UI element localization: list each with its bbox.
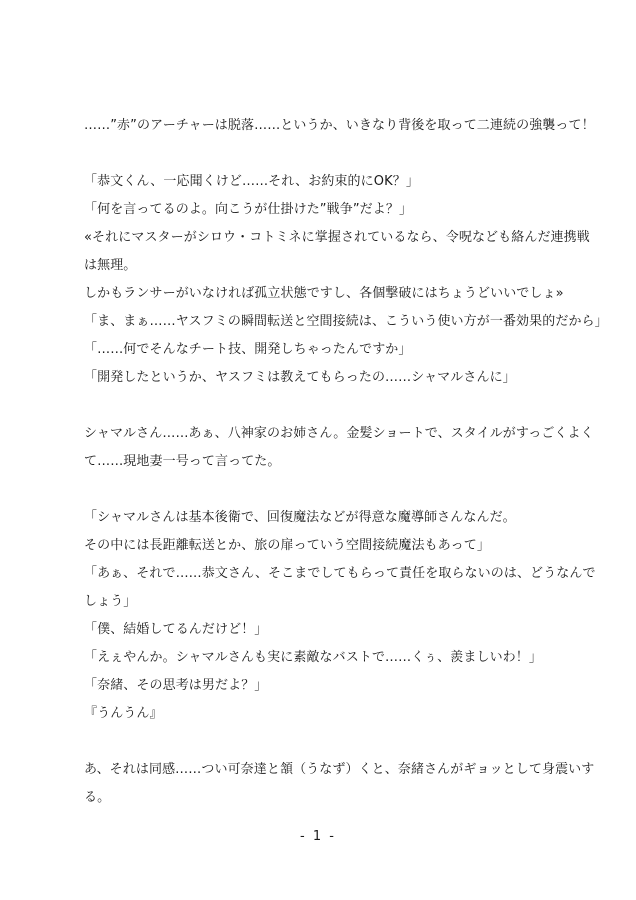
text-line: 「開発したというか、ヤスフミは教えてもらったの……シャマルさんに」 <box>84 370 516 385</box>
text-line: て……現地妻一号って言ってた。 <box>84 454 281 469</box>
text-line: 「僕、結婚してるんだけど！」 <box>84 622 268 637</box>
text-line: その中には長距離転送とか、旅の扉っていう空間接続魔法もあって」 <box>84 538 490 553</box>
paragraph-dialogue-shamal <box>84 504 596 728</box>
text-line: あ、それは同感……つい可奈達と頷（うなず）くと、奈緒さんがギョッとして身震いす <box>84 762 595 777</box>
text-line: 「ま、まぁ……ヤスフミの瞬間転送と空間接続は、こういう使い方が一番効果的だから」 <box>84 314 608 329</box>
text-line: 『うんうん』 <box>84 706 163 721</box>
text-line: 「何を言ってるのよ。向こうが仕掛けた”戦争”だよ？」 <box>84 202 413 217</box>
paragraph-gap <box>84 476 564 504</box>
paragraph-gap <box>84 140 564 168</box>
text-line: 「恭文くん、一応聞くけど……それ、お約束的にOK？」 <box>84 174 419 189</box>
paragraph-shamal-narration <box>84 420 594 476</box>
text-line: 「シャマルさんは基本後衛で、回復魔法などが得意な魔導師さんなんだ。 <box>84 510 516 525</box>
body-text <box>84 112 608 812</box>
paragraph-dialogue-war <box>84 168 608 392</box>
text-line: 「えぇやんか。シャマルさんも実に素敵なバストで……くぅ、羨ましいわ！」 <box>84 650 542 665</box>
text-line: シャマルさん……あぁ、八神家のお姉さん。金髪ショートで、スタイルがすっごくよく <box>84 426 594 441</box>
text-line: 「奈緒、その思考は男だよ？」 <box>84 678 268 693</box>
text-line: 「……何でそんなチート技、開発しちゃったんですか」 <box>84 342 412 357</box>
text-line: は無理。 <box>84 258 137 273</box>
text-line: しかもランサーがいなければ孤立状態ですし、各個撃破にはちょうどいいでしょ» <box>84 286 564 301</box>
text-line: «それにマスターがシロウ・コトミネに掌握されているなら、令呪なども絡んだ連携戦 <box>84 230 590 245</box>
text-line: しょう」 <box>84 594 137 609</box>
paragraph-closing-narration <box>84 756 595 812</box>
paragraph-gap <box>84 392 564 420</box>
text-line: ……”赤”のアーチャーは脱落……というか、いきなり背後を取って二連続の強襲って！ <box>84 118 595 133</box>
text-line: 「あぁ、それで……恭文さん、そこまでしてもらって責任を取らないのは、どうなんで <box>84 566 596 581</box>
text-line: る。 <box>84 790 111 805</box>
page-number: - 1 - <box>300 829 336 844</box>
paragraph-archer-down <box>84 112 595 140</box>
paragraph-gap <box>84 728 564 756</box>
